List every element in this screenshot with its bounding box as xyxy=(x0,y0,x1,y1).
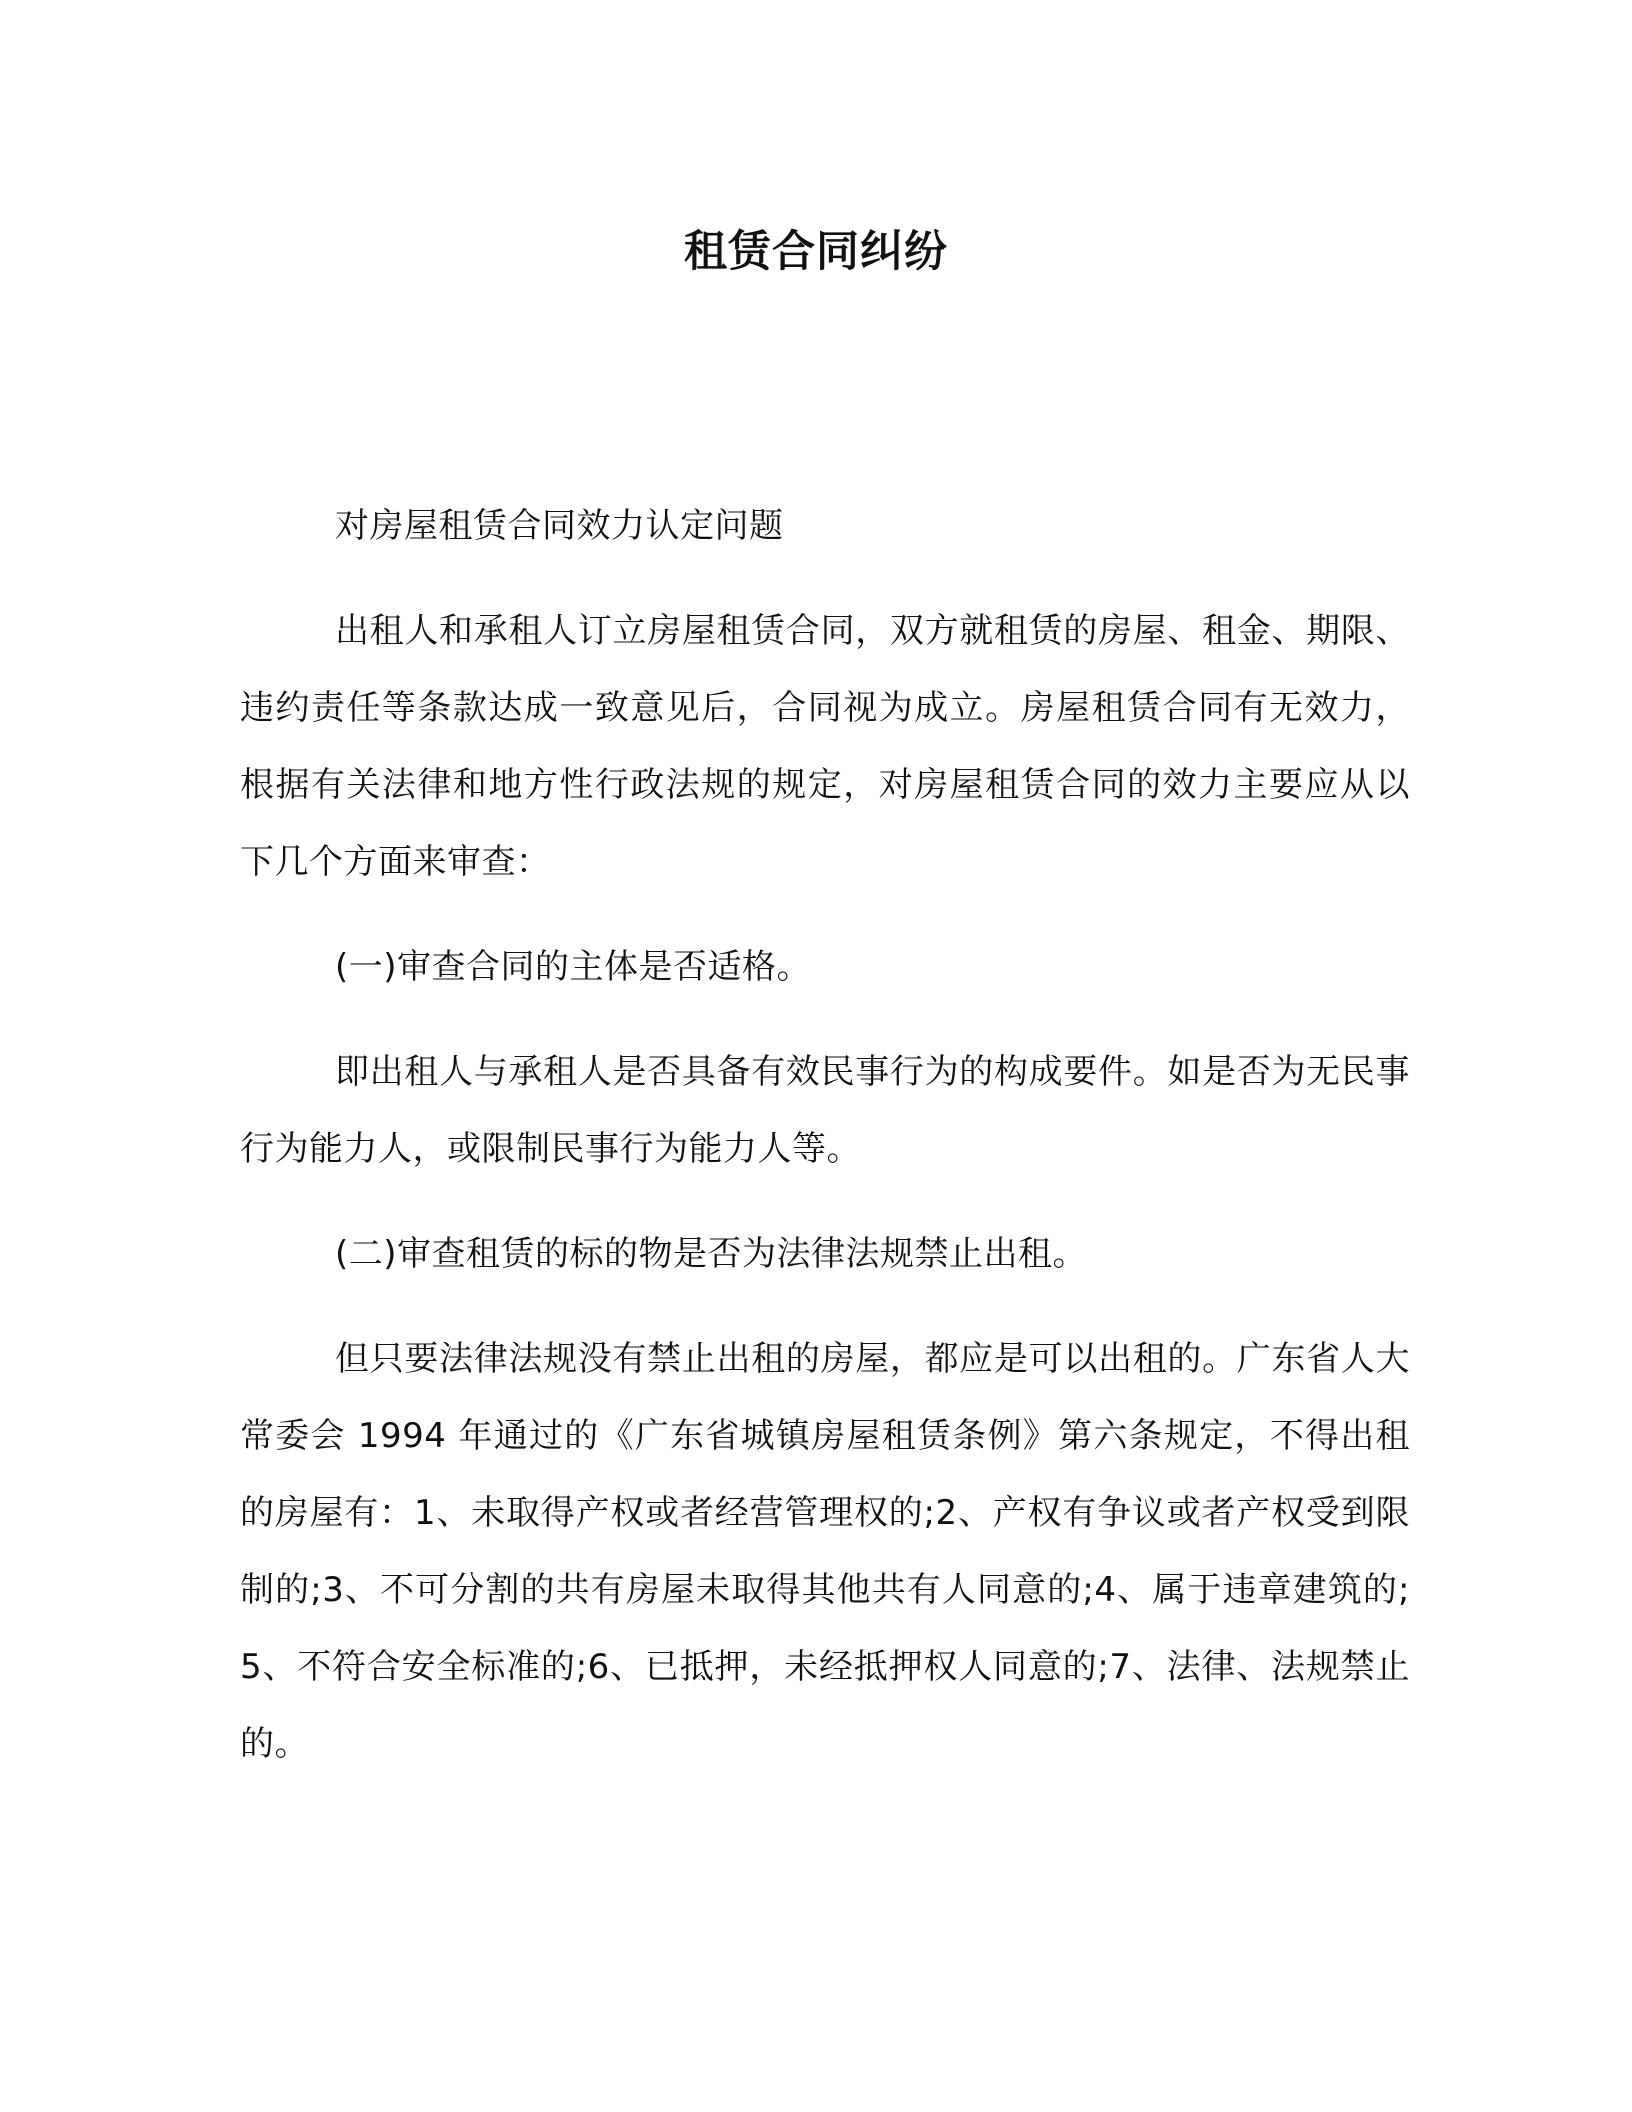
paragraph-prohibited-rentals: 但只要法律法规没有禁止出租的房屋，都应是可以出租的。广东省人大常委会 1994 年通过的《广东省城镇房屋租赁条例》第六条规定，不得出租的房屋有：1、未取得产权或者经营管理权的;2、产权有争议或者产权受到限制的;3、不可分割的共有房屋未取得其他共有人同意的;4、属于违章建筑的;5、不符合安全标准的;6、已抵押，未经抵押权人同意的;7、法律、法规禁止的。 xyxy=(240,1339,1410,1764)
document-title: 租赁合同纠纷 xyxy=(684,227,948,277)
section-heading: 对房屋租赁合同效力认定问题 xyxy=(335,506,784,546)
review-item-2: (二)审查租赁的标的物是否为法律法规禁止出租。 xyxy=(335,1234,1088,1274)
paragraph-contract-formation: 出租人和承租人订立房屋租赁合同，双方就租赁的房屋、租金、期限、违约责任等条款达成一致意见后，合同视为成立。房屋租赁合同有无效力，根据有关法律和地方性行政法规的规定，对房屋租赁合同的效力主要应从以下几个方面来审查： xyxy=(240,611,1410,882)
review-item-1: (一)审查合同的主体是否适格。 xyxy=(335,947,812,987)
document-body xyxy=(240,488,1410,1783)
paragraph-parties: 即出租人与承租人是否具备有效民事行为的构成要件。如是否为无民事行为能力人，或限制民事行为能力人等。 xyxy=(240,1052,1410,1169)
